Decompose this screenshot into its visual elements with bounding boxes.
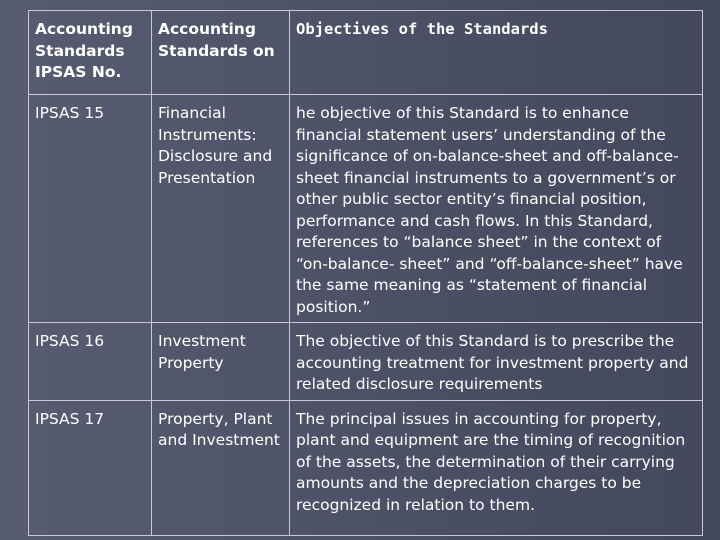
header-standard-on: Accounting Standards on xyxy=(152,11,290,95)
objective-cell: he objective of this Standard is to enhance financial statement users’ understanding of the significance of on-balance-sheet and off-balance-sheet financial instruments to a government’s or other public sector entity’s financial position, performance and cash flows. In this Standard, references to “balance sheet” in the context of “on-balance- sheet” and “off-balance-sheet” have the same meaning as “statement of financial position.” xyxy=(290,95,703,323)
standard-on-cell: Financial Instruments: Disclosure and Presentation xyxy=(152,95,290,323)
standard-on-cell: Investment Property xyxy=(152,323,290,401)
objective-cell: The objective of this Standard is to prescribe the accounting treatment for investment property and related disclosure requirements xyxy=(290,323,703,401)
standard-on-cell: Property, Plant and Investment xyxy=(152,400,290,535)
objective-cell: The principal issues in accounting for property, plant and equipment are the timing of recognition of the assets, the determination of their carrying amounts and the depreciation charges to be recognized in relation to them. xyxy=(290,400,703,535)
header-objectives: Objectives of the Standards xyxy=(290,11,703,95)
table-header-row xyxy=(29,11,703,95)
table-row xyxy=(29,95,703,323)
standard-no-cell: IPSAS 17 xyxy=(29,400,152,535)
standard-no-cell: IPSAS 15 xyxy=(29,95,152,323)
table-row xyxy=(29,400,703,535)
table-row xyxy=(29,323,703,401)
header-standard-no: Accounting Standards IPSAS No. xyxy=(29,11,152,95)
standards-table xyxy=(28,10,703,536)
standard-no-cell: IPSAS 16 xyxy=(29,323,152,401)
